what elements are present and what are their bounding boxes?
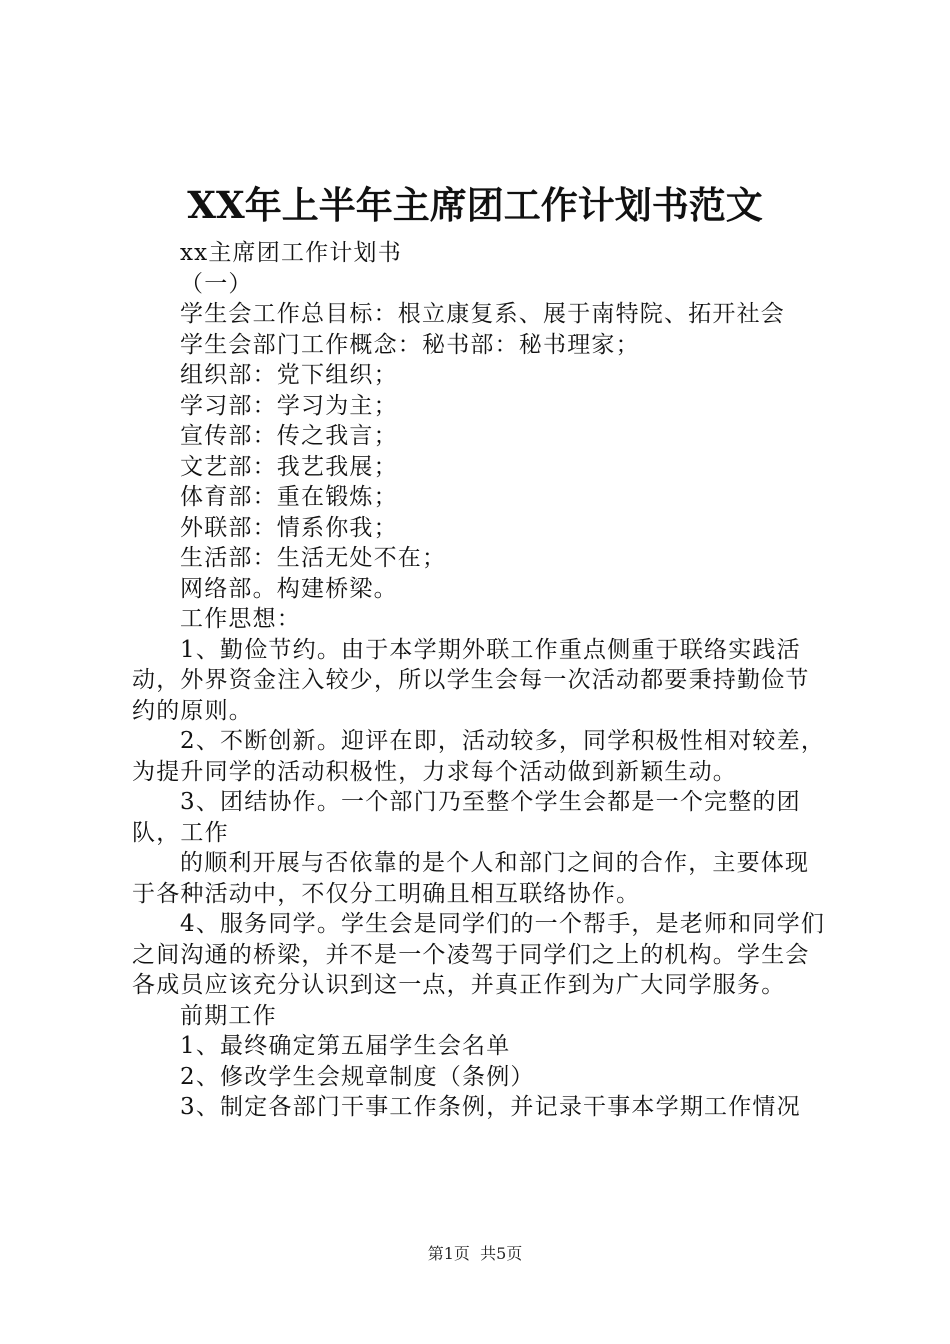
paragraph-early-work-2: 2、修改学生会规章制度（条例） bbox=[180, 1063, 535, 1090]
paragraph-item-service: 4、服务同学。学生会是同学们的一个帮手，是老师和同学们之间沟通的桥梁，并不是一个凌驾于同学们之上的机构。学生会各成员应该充分认识到这一点，并真正作到为广大同学服务。 bbox=[132, 911, 826, 998]
paragraph-item-innovation: 2、不断创新。迎评在即，活动较多，同学积极性相对较差，为提升同学的活动积极性，力求每个活动做到新颖生动。 bbox=[132, 728, 826, 785]
paragraph-early-work-heading: 前期工作 bbox=[180, 1002, 277, 1029]
page-number-label: 第1页 共5页 bbox=[427, 1244, 523, 1263]
paragraph-organization-dept: 组织部：党下组织； bbox=[180, 362, 398, 388]
paragraph-early-work-3: 3、制定各部门干事工作条例，并记录干事本学期工作情况 bbox=[180, 1094, 801, 1120]
document-title: XX年上半年主席团工作计划书范文 bbox=[187, 183, 763, 227]
paragraph-department-concept: 学生会部门工作概念：秘书部：秘书理家； bbox=[180, 331, 640, 358]
paragraph-early-work-1: 1、最终确定第五届学生会名单 bbox=[180, 1033, 511, 1059]
document-body bbox=[132, 238, 832, 1123]
paragraph-overall-goal: 学生会工作总目标：根立康复系、展于南特院、拓开社会 bbox=[180, 301, 785, 327]
paragraph-subtitle: xx主席团工作计划书 bbox=[180, 240, 402, 266]
paragraph-life-dept: 生活部：生活无处不在； bbox=[180, 545, 447, 571]
paragraph-item-thrift: 1、勤俭节约。由于本学期外联工作重点侧重于联络实践活动，外界资金注入较少，所以学生会每一次活动都要秉持勤俭节约的原则。 bbox=[132, 636, 810, 724]
paragraph-publicity-dept: 宣传部：传之我言； bbox=[180, 423, 398, 449]
paragraph-network-dept: 网络部。构建桥梁。 bbox=[180, 575, 398, 602]
paragraph-item-cooperation: 3、团结协作。一个部门乃至整个学生会都是一个完整的团队，工作 bbox=[132, 789, 801, 846]
paragraph-item-cooperation-cont: 的顺利开展与否依靠的是个人和部门之间的合作，主要体现于各种活动中，不仅分工明确且相互联络协作。 bbox=[132, 850, 810, 907]
paragraph-sports-dept: 体育部：重在锻炼； bbox=[180, 484, 398, 510]
paragraph-work-ideas-heading: 工作思想： bbox=[180, 606, 301, 632]
paragraph-arts-dept: 文艺部：我艺我展； bbox=[180, 453, 398, 480]
paragraph-study-dept: 学习部：学习为主； bbox=[180, 392, 398, 419]
page-footer bbox=[0, 1243, 950, 1265]
paragraph-external-dept: 外联部：情系你我； bbox=[180, 514, 398, 541]
paragraph-section-number: （一） bbox=[180, 270, 253, 297]
